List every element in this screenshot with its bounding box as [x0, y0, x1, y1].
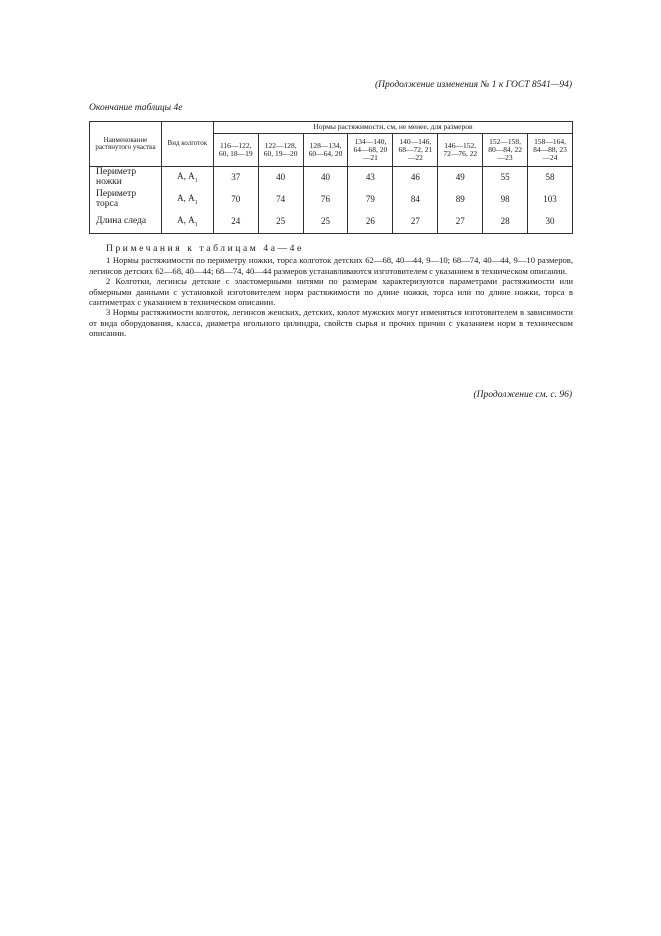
- size-column-header: 158—164, 84—88, 23—24: [528, 134, 573, 167]
- norm-value-cell: 27: [438, 211, 483, 234]
- norm-value-cell: 103: [528, 189, 573, 211]
- table-row: [90, 211, 573, 234]
- stretch-norms-table: [89, 121, 573, 234]
- column-header-tights-type: Вид колготок: [161, 122, 213, 167]
- tights-type-cell: [161, 189, 213, 211]
- norm-value-cell: 79: [348, 189, 393, 211]
- size-column-header: 140—146, 68—72, 21—22: [393, 134, 438, 167]
- norm-value-cell: 40: [303, 167, 348, 190]
- norm-value-cell: 28: [483, 211, 528, 234]
- norm-value-cell: 76: [303, 189, 348, 211]
- size-column-header: 152—158, 80—84, 22—23: [483, 134, 528, 167]
- size-column-header: 134—140, 64—68, 20—21: [348, 134, 393, 167]
- tights-type-subscript: 1: [194, 199, 198, 206]
- tights-type-text: А, А: [177, 214, 195, 225]
- tights-type-cell: [161, 211, 213, 234]
- size-column-header: 116—122, 60, 18—19: [213, 134, 258, 167]
- note-item-1: 1 Нормы растяжимости по периметру ножки, торса колготок детских 62—68, 40—44, 9—10; 68—74, 40—44, 9—10 размеров, легинсов детских 62—68, 40—44; 68—74, 40—44 размеров устанавливаются изготовителем с указанием в техническом описании.: [89, 255, 573, 276]
- tights-type-subscript: 1: [194, 177, 198, 184]
- column-group-header-norms: Нормы растяжимости, см, не менее, для размеров: [213, 122, 572, 134]
- notes-section: [89, 244, 573, 339]
- norm-value-cell: 49: [438, 167, 483, 190]
- norm-value-cell: 55: [483, 167, 528, 190]
- table-caption: Окончание таблицы 4е: [89, 103, 183, 113]
- column-header-area-name: Наименование растянутого участка: [90, 122, 162, 167]
- norm-value-cell: 37: [213, 167, 258, 190]
- note-item-2: 2 Колготки, легинсы детские с эластомерными нитями по размерам характеризуются параметрами растяжимости или обмерными данными с установкой изготовителем норм растяжимости по длине ножки, торса или по длине ножки, торса в сантиметрах с указанием в техническом описании.: [89, 276, 573, 308]
- norm-value-cell: 30: [528, 211, 573, 234]
- tights-type-subscript: 1: [194, 221, 198, 228]
- norm-value-cell: 46: [393, 167, 438, 190]
- norm-value-cell: 43: [348, 167, 393, 190]
- note-item-3: 3 Нормы растяжимости колготок, легинсов женских, детских, кюлот мужских могут изменяться изготовителем в зависимости от вида оборудования, класса, диаметра игольного цилиндра, свойств сырья и прочих причин с указанием норм в техническом описании.: [89, 307, 573, 339]
- continuation-note: (Продолжение см. с. 96): [473, 390, 572, 400]
- tights-type-text: А, А: [177, 192, 195, 203]
- area-name-cell: Периметр торса: [90, 189, 162, 211]
- norm-value-cell: 74: [258, 189, 303, 211]
- area-name-cell: Длина следа: [90, 211, 162, 234]
- size-column-header: 128—134, 60—64, 20: [303, 134, 348, 167]
- norm-value-cell: 98: [483, 189, 528, 211]
- norm-value-cell: 25: [303, 211, 348, 234]
- norm-value-cell: 27: [393, 211, 438, 234]
- norm-value-cell: 40: [258, 167, 303, 190]
- norm-value-cell: 24: [213, 211, 258, 234]
- size-column-header: 122—128, 60, 19—20: [258, 134, 303, 167]
- notes-title: Примечания к таблицам 4а—4е: [106, 244, 304, 254]
- table-row: [90, 189, 573, 211]
- amendment-header-note: (Продолжение изменения № 1 к ГОСТ 8541—94): [374, 80, 572, 90]
- norm-value-cell: 25: [258, 211, 303, 234]
- norm-value-cell: 70: [213, 189, 258, 211]
- norm-value-cell: 84: [393, 189, 438, 211]
- norm-value-cell: 89: [438, 189, 483, 211]
- table-row: [90, 167, 573, 190]
- norm-value-cell: 26: [348, 211, 393, 234]
- norm-value-cell: 58: [528, 167, 573, 190]
- size-column-header: 146—152, 72—76, 22: [438, 134, 483, 167]
- tights-type-cell: [161, 167, 213, 190]
- tights-type-text: А, А: [177, 170, 195, 181]
- area-name-cell: Периметр ножки: [90, 167, 162, 190]
